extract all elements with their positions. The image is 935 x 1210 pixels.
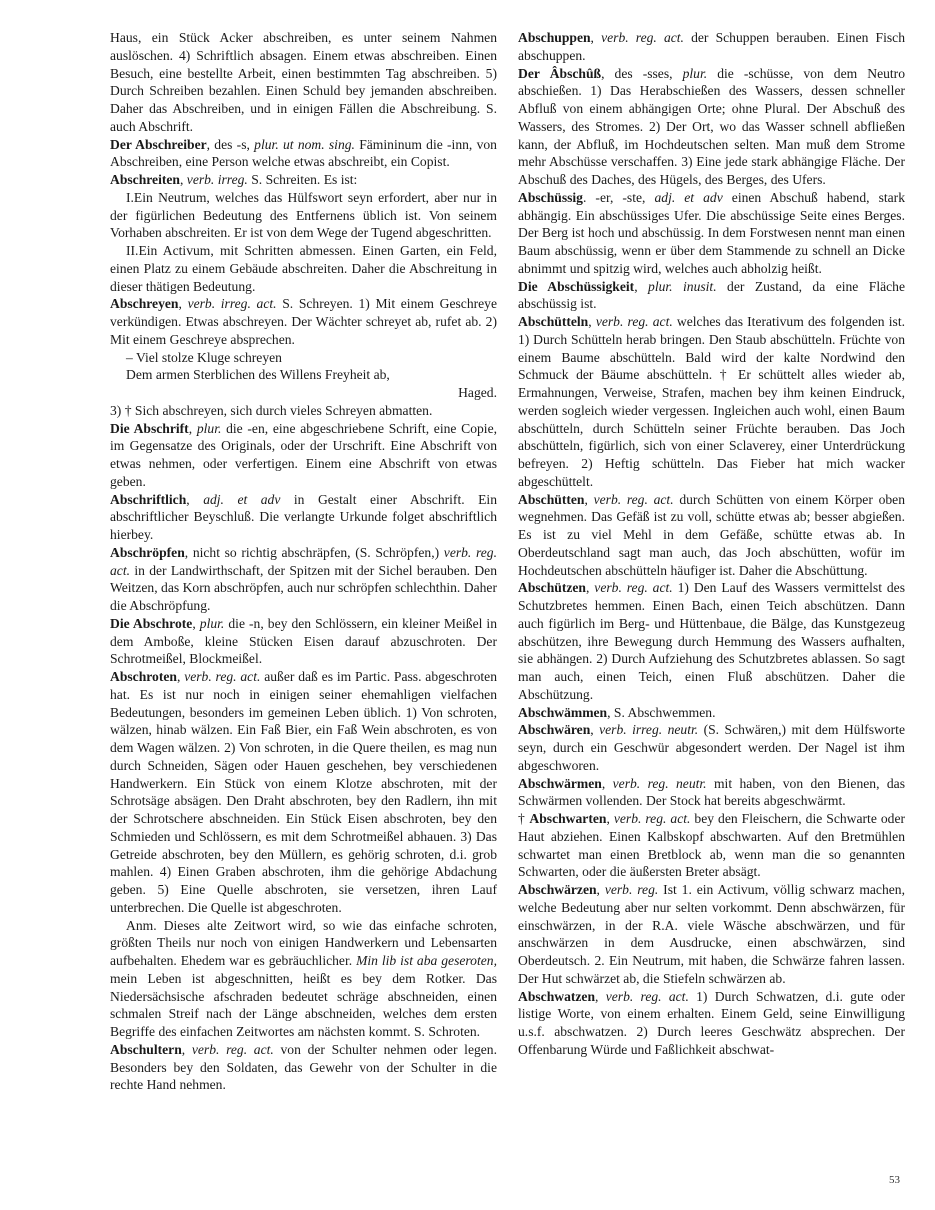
entry-text: ,	[188, 420, 197, 436]
entry-paragraph	[110, 242, 497, 295]
grammar-note: plur.	[682, 65, 708, 81]
grammar-note: verb. irreg.	[186, 172, 248, 187]
entry-text: mit haben, von den Bienen, das Schwärmen vollenden. Der Stock hat bereits abgeschwärmt.	[518, 775, 905, 809]
entry-paragraph	[518, 988, 905, 1059]
entry-paragraph	[110, 917, 497, 1041]
entry-text: ,	[584, 491, 594, 507]
entry-text: ,	[176, 669, 185, 684]
entry-paragraph	[110, 136, 497, 172]
entry-text: ,	[590, 30, 602, 45]
grammar-note: verb. reg. act.	[191, 1041, 274, 1057]
entry-text: die -schüsse, von dem Neutro abschießen. 1) Das Herabschießen des Wassers, dessen schneller Abfluß von einem abhängigen Orte; ohne Plural. Der Abschuß des Wassers, des Stromes. 2) Der Ort, wo das Wasser schnell abfließen kann, der Abfluß, im Hochdeutschen selten. Man muß dem Strome mehr Abschüsse verschaffen. 3) Eine jede stark abhängige Fläche. Der Abschuß des Daches, des Hügels, des Berges, des Ufers.	[518, 65, 905, 187]
entry-text: außer daß es im Partic. Pass. abgeschroten hat. Es ist nur noch in einigen seiner ehemahligen vielfachen Bedeutungen, besonders im gemeinen Leben üblich. 1) Von schroten, wälzen, hinab wälzen. Ein Faß Bier, ein Faß Wein abschroten, es von dem Wagen wälzen. 2) Von schroten, in die Quere theilen, es mag nun durch Schneiden, Sägen oder Hauen geschehen, bey verschiedenen Handwerkern. Ein Stück von einem Klotze abschroten, mit der Schrotsäge absägen. Den Draht abschroten, bey den Radlern, ihn mit der Schrotschere abschneiden. Ein Stück Eisen abschroten, bey den Schmieden und Schlössern, es mit dem Schrotmeißel abhauen. 3) Das Getreide abschroten, bey den Müllern, es gehörig schroten, d.i. grob mahlen. 4) Einen Graben abschroten, ihm die gehörige Abdachung geben. 5) Eine Quelle abschroten, sie versetzen, ihren Lauf unterbrechen. Die Quelle ist abgeschroten.	[110, 669, 498, 915]
quotation-line	[126, 349, 497, 367]
headword: Abschuppen	[518, 30, 591, 45]
entry-text: II.Ein Activum, mit Schritten abmessen. Einen Garten, ein Feld, einen Platz zu einem Gebäude abschreiten. Daher die Abschreitung in dieser thätigen Bedeutung.	[110, 243, 497, 294]
grammar-note: verb. irreg. neutr.	[599, 722, 699, 738]
entry-text: bey den Fleischern, die Schwarte oder Haut abziehen. Einen Kalbskopf abschwarten. Auf den Bretmühlen schwartet man einen Bretblock ab, wenn man die so genannten Schwarten, oder die äußersten Breter absägt.	[518, 811, 906, 880]
entry-paragraph	[110, 668, 497, 917]
entry-text: ,	[634, 278, 649, 294]
grammar-note: plur. inusit.	[648, 278, 717, 294]
headword: Der Abschreiber	[110, 136, 207, 152]
entry-text: der Schuppen berauben. Einen Fisch abschuppen.	[518, 30, 906, 63]
entry-paragraph	[110, 402, 497, 420]
headword: Abschützen	[518, 580, 586, 596]
entry-text: . -er, -ste,	[582, 189, 655, 205]
grammar-note: verb. reg. act.	[605, 988, 689, 1004]
right-column	[518, 29, 905, 1059]
entry-text: der Zustand, da eine Fläche abschüssig ist.	[518, 278, 905, 312]
grammar-note: verb. reg. act.	[601, 30, 684, 45]
entry-paragraph	[110, 544, 497, 615]
entry-text: , des -sses,	[601, 65, 683, 81]
entry-text: Anm. Dieses alte Zeitwort wird, so wie das einfache schroten, größten Theils nur noch von einigen Handwerkern und Lebensarten aufbehalten. Ehedem war es gebräuchlicher.	[110, 917, 497, 968]
headword: Abschwären	[518, 722, 591, 738]
entry-text: Ist 1. ein Activum, völlig schwarz machen, welche Bedeutung aber nur selten vorkommt. Denn abschwärzen, für einschwärzen, in der R.A. viele Wäsche abschwärzen, und für anschwärzen in dem Ausdrucke, einen abschwärzen, sind Oberdeutsch. 2. Ein Neutrum, mit haben, die Schwärze fahren lassen. Der Hut schwärzet ab, die Stiefeln schwärzen ab.	[518, 882, 905, 986]
entry-text: ,	[181, 1041, 192, 1057]
headword: Die Abschrote	[110, 615, 193, 631]
entry-text: S. Schreyen. 1) Mit einem Geschreye verkündigen. Etwas abschreyen. Der Wächter schreyet ab, rufet ab. 2) Mit einem Geschreye absprechen.	[110, 296, 498, 347]
entry-text: (S. Schwären,) mit dem Hülfsworte seyn, durch ein Geschwür abgesondert werden. Der Nagel ist ihm abgeschworen.	[518, 722, 905, 773]
grammar-note: verb. reg. act.	[110, 544, 497, 578]
entry-text: ,	[585, 580, 595, 596]
entry-paragraph	[518, 704, 905, 722]
entry-text: – Viel stolze Kluge schreyen	[126, 349, 282, 365]
headword: Abschwärmen	[518, 775, 602, 791]
entry-paragraph	[518, 65, 905, 189]
left-column	[110, 29, 497, 1094]
headword: Abschroten	[110, 669, 177, 684]
entry-text: in Gestalt einer Abschrift. Ein abschriftlicher Beyschluß. Die verlangte Urkunde folget abschriftlich hierbey.	[110, 491, 497, 542]
grammar-note: plur. ut nom. sing.	[254, 136, 355, 152]
entry-paragraph	[518, 810, 905, 881]
entry-text: Haged.	[458, 385, 497, 400]
entry-text: ,	[179, 172, 187, 187]
headword: Abschwarten	[529, 811, 607, 826]
entry-paragraph	[110, 1041, 497, 1094]
entry-paragraph	[518, 278, 905, 314]
grammar-note: adj. et adv	[203, 491, 281, 507]
headword: Abschriftlich	[110, 491, 187, 507]
grammar-note: verb. reg. act.	[593, 491, 674, 507]
entry-text: welches das Iterativum des folgenden ist. 1) Durch Schütteln herab bringen. Den Staub abschütteln. Früchte von einem Baume abschütteln. Bald wird der kalte Nordwind den Schmuck der Bäume abschütteln. † Er schüttelt alles wieder ab, Ermahnungen, Verweise, Strafen, machen bey ihm keinen Eindruck, werden sogleich wieder vergessen. Ingleichen auch wohl, einen Baum abschütteln, durch Schütteln seiner Früchte berauben. Das Joch abschütteln, figürlich, sich von einer Sclaverey, einer Unterdrückung befreyen. 2) Heftig schütteln. Das Fieber hat mich wacker abgeschüttelt.	[518, 314, 906, 489]
entry-text: , S. Abschwemmen.	[607, 704, 716, 720]
entry-text: S. Schreiten. Es ist:	[247, 172, 358, 187]
entry-text: von der Schulter nehmen oder legen. Besonders bey den Soldaten, das Gewehr von der Schulter in die rechte Hand nehmen.	[110, 1041, 498, 1093]
entry-paragraph	[518, 313, 905, 491]
entry-paragraph	[518, 775, 905, 811]
headword: Der Âbschûß	[518, 65, 602, 81]
entry-text: , nicht so richtig abschräpfen, (S. Schröpfen,)	[184, 544, 444, 560]
entry-paragraph	[110, 615, 497, 668]
headword: Abschreiten	[110, 172, 180, 187]
entry-text: †	[518, 811, 530, 826]
grammar-note: plur.	[196, 420, 222, 436]
entry-text: 3) † Sich abschreyen, sich durch vieles Schreyen abmatten.	[110, 402, 433, 418]
grammar-note: verb. reg. act.	[184, 669, 261, 684]
entry-paragraph	[518, 29, 905, 65]
headword: Abschüssig	[518, 189, 583, 205]
entry-text: Haus, ein Stück Acker abschreiben, es unter seinem Nahmen auslöschen. 4) Schriftlich absagen. Einem etwas abschreiben. Einen Besuch, eine bestellte Arbeit, einen bestimmten Tag abschreiben. 5) Durch Schreiben bezahlen. Einen Schuld bey jemanden abschreiben. Daher das Abschreiben, und in einigen Fällen die Abschreibung. S. auch Abschrift.	[110, 30, 497, 134]
entry-text: ,	[601, 775, 613, 791]
entry-text: ,	[590, 722, 600, 738]
grammar-note: verb. reg. act.	[613, 811, 691, 826]
grammar-note: verb. reg.	[604, 882, 659, 897]
page-number: 53	[889, 1174, 900, 1186]
grammar-note: verb. reg. act.	[595, 314, 673, 329]
entry-paragraph	[518, 189, 905, 278]
entry-text: ,	[186, 491, 204, 507]
entry-text: Dem armen Sterblichen des Willens Freyheit ab,	[126, 367, 390, 383]
entry-paragraph	[110, 189, 497, 242]
entry-paragraph	[518, 881, 905, 988]
entry-paragraph	[518, 579, 905, 703]
entry-text: ,	[595, 988, 606, 1004]
headword: Abschütten	[518, 491, 585, 507]
quotation-source	[110, 384, 497, 402]
headword: Abschwärzen	[518, 882, 597, 897]
entry-paragraph	[518, 491, 905, 580]
grammar-note: verb. irreg. act.	[187, 296, 277, 312]
entry-text: I.Ein Neutrum, welches das Hülfswort seyn erfordert, aber nur in der figürlichen Bedeutung des Entfernens üblich ist. Von seinem Vorhaben abschreiten. Er ist von dem Wege der Tugend abgeschritten.	[110, 189, 497, 241]
entry-text: einen Abschuß habend, stark abhängig. Ein abschüssiges Ufer. Die abschüssige Seite eines Berges. Der Berg ist hoch und abschüssig. In dem Forstwesen nennt man einen Baum abschüssig, wenn er über dem Stammende zu schnell an Dicke abnimmt und spitzig wird, welches auch abholzig heißt.	[518, 189, 905, 276]
grammar-note: verb. reg. neutr.	[612, 775, 707, 791]
entry-text: ,	[192, 615, 200, 631]
grammar-note: adj. et adv	[654, 189, 723, 205]
headword: Abschwämmen	[518, 704, 608, 720]
entry-paragraph	[110, 295, 497, 348]
headword: Abschröpfen	[110, 544, 185, 560]
grammar-note: verb. reg. act.	[594, 580, 673, 596]
grammar-note: plur.	[199, 615, 225, 631]
headword: Abschultern	[110, 1041, 182, 1057]
headword: Die Abschrift	[110, 420, 189, 436]
entry-text: ,	[606, 811, 614, 826]
entry-paragraph	[110, 491, 497, 544]
headword: Abschreyen	[110, 296, 179, 312]
entry-paragraph	[110, 420, 497, 491]
entry-text: durch Schütten von einem Körper oben wegnehmen. Das Gefäß ist zu voll, schütte etwas ab; besser abgießen. Es ist zu viel Mehl in dem Gefäße, schütte etwas ab. In Oberdeutschland sagt man auch, das Joch abschütten, wofür im Hochdeutschen abschütteln häufiger ist. Daher die Abschüttung.	[518, 491, 905, 578]
entry-text: Fämininum die -inn, von Abschreiben, eine Person welche etwas abschreibt, ein Copist.	[110, 136, 497, 170]
entry-text: , des -s,	[206, 136, 255, 152]
entry-text: die -en, eine abgeschriebene Schrift, eine Copie, im Gegensatze des Originals, oder der Urschrift. Eine Abschrift von etwas nehmen, oder verfertigen. Einem eine Abschrift von etwas geben.	[110, 420, 498, 489]
entry-text: in der Landwirthschaft, der Spitzen mit der Sichel berauben. Den Weitzen, das Korn abschröpfen, auch nur schröpfen schlechthin. Daher die Abschröpfung.	[110, 562, 497, 613]
entry-text: 1) Durch Schwatzen, d.i. gute oder listige Worte, von einem erhalten. Einem Geld, seine Einwilligung u.s.f. abschwatzen. 2) Durch leeres Geschwätz absprechen. Der Offenbarung Würde und Faßlichkeit abschwat-	[518, 988, 905, 1057]
entry-paragraph	[110, 171, 497, 189]
headword: Die Abschüssigkeit	[518, 278, 635, 294]
entry-text: ,	[588, 314, 596, 329]
entry-text: ,	[596, 882, 605, 897]
headword: Abschwatzen	[518, 988, 596, 1004]
entry-text: 1) Den Lauf des Wassers vermittelst des Schutzbretes hemmen. Einen Bach, einen Teich abschützen. Dann auch figürlich im Berg- und Hüttenbaue, die Bälge, das Kunstgezeug abschützen, ihre Bewegung durch Hemmung des Wassers aufhalten, sie abhängen. 2) Durch Aufziehung des Schutzbretes ablassen. So sagt man auch, einen Teich, einen Fluß abschützen. Daher die Abschützung.	[518, 580, 906, 702]
grammar-note: Min lib ist aba geseroten,	[356, 953, 497, 968]
entry-paragraph	[518, 721, 905, 774]
entry-text: ,	[178, 296, 188, 312]
headword: Abschütteln	[518, 314, 589, 329]
entry-paragraph	[110, 29, 497, 136]
entry-text: die -n, bey den Schlössern, ein kleiner Meißel in dem Amboße, kleine Stücken Eisen darauf abzuschroten. Der Schrotmeißel, Blockmeißel.	[110, 615, 497, 667]
quotation-line	[126, 366, 497, 384]
entry-text: mein Leben ist abgeschnitten, heißt es bey dem Rotker. Das Niedersächsische afschraden bedeutet schräge abschneiden, einen schmalen Streif nach der Länge abschneiden, welches dem ersten Begriffe des einfachen Zeitwortes am nächsten kommt. S. Schroten.	[110, 970, 497, 1039]
